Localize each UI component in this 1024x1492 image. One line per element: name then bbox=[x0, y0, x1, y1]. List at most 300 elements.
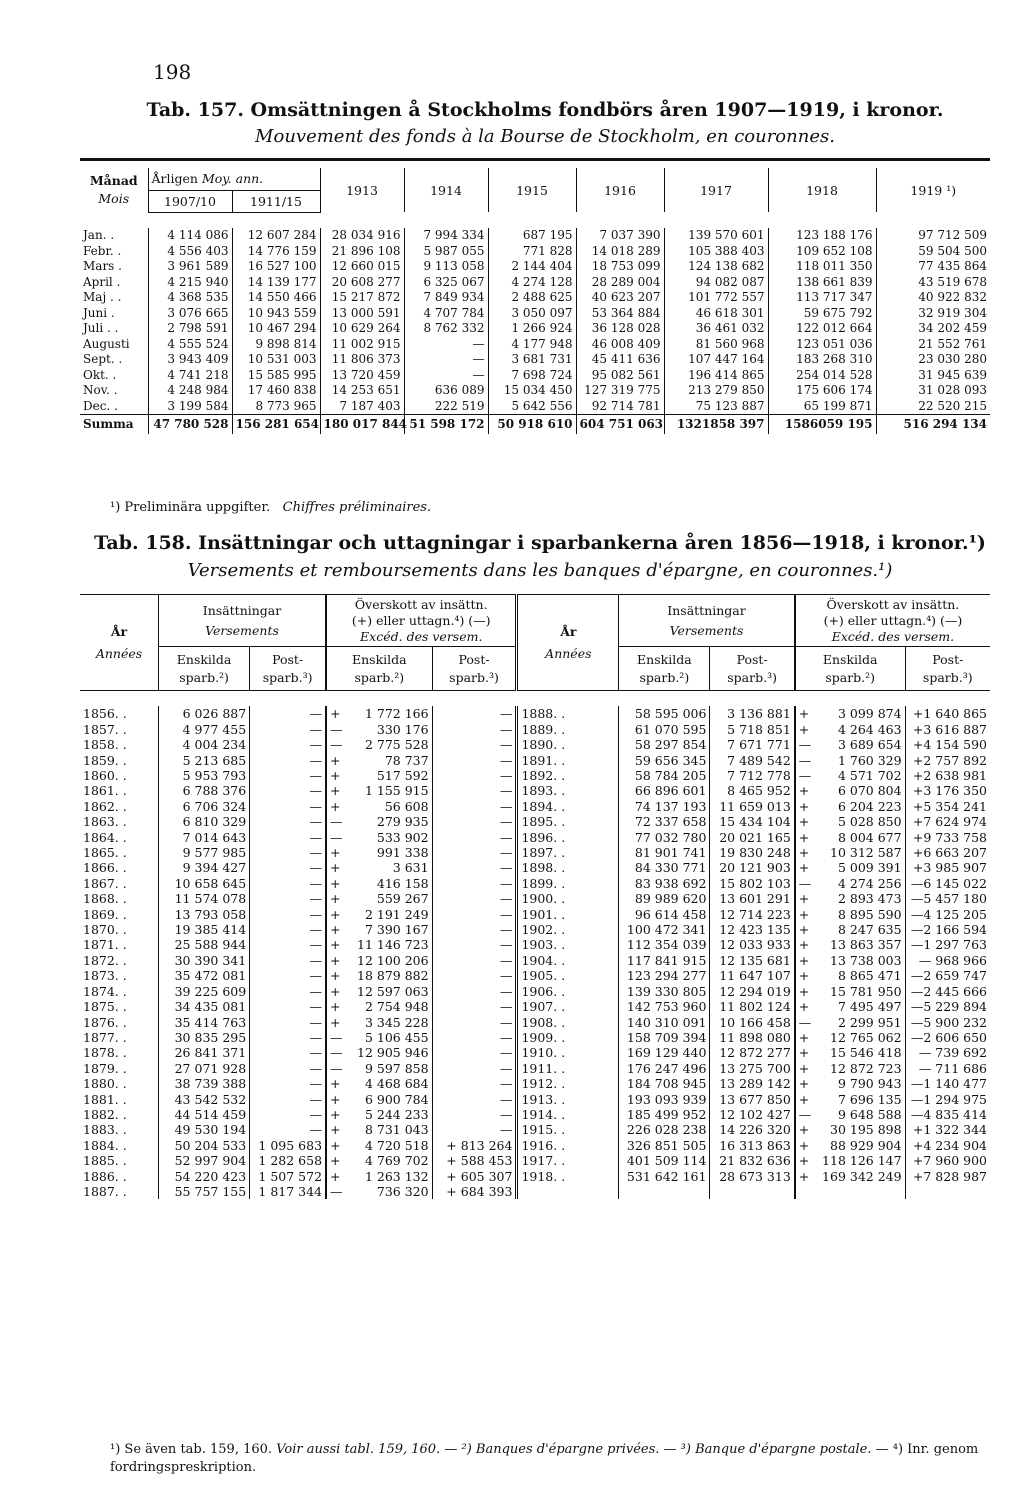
value-cell: 4 248 984 bbox=[148, 383, 232, 399]
table-row bbox=[80, 845, 990, 860]
private-deposit-cell: 117 841 915 bbox=[619, 953, 710, 968]
year-cell: 1883. . bbox=[83, 1122, 127, 1138]
postal-deposit-cell: 20 021 165 bbox=[710, 830, 795, 845]
year-cell: 1909. . bbox=[517, 1030, 619, 1045]
surplus-postal-cell: — bbox=[432, 737, 517, 752]
private-deposit-cell: 25 588 944 bbox=[158, 937, 249, 952]
value-cell: 11 002 915 bbox=[320, 337, 404, 353]
value-cell: 92 714 781 bbox=[576, 399, 664, 415]
private-deposit-cell: 84 330 771 bbox=[619, 860, 710, 875]
footnote-2: — ²) Banques d'épargne privées. bbox=[444, 1442, 660, 1457]
month-cell: Juli . . bbox=[83, 321, 119, 335]
table-row bbox=[80, 753, 990, 768]
surplus-private-cell: 2 893 473 bbox=[837, 891, 902, 907]
year-cell: 1886. . bbox=[83, 1168, 127, 1184]
value-cell: 32 919 304 bbox=[876, 306, 990, 322]
surplus-sign-cell: + bbox=[795, 968, 808, 983]
surplus-private-cell: 88 929 904 bbox=[830, 1137, 902, 1153]
table-row bbox=[80, 1045, 990, 1060]
surplus-postal-cell: + 684 393 bbox=[432, 1184, 517, 1199]
surplus-postal-cell: — bbox=[432, 984, 517, 999]
year-cell: 1880. . bbox=[83, 1076, 127, 1092]
table-row bbox=[80, 922, 990, 937]
surplus-sign-cell: + bbox=[795, 706, 808, 721]
surplus-private-cell: 8 895 590 bbox=[837, 906, 902, 922]
surplus-private-cell: 533 902 bbox=[376, 829, 429, 845]
surplus-sign-cell: — bbox=[795, 1015, 808, 1030]
postal-deposit-cell: 8 465 952 bbox=[710, 783, 795, 798]
value-cell: 77 435 864 bbox=[876, 259, 990, 275]
table-157-title: Tab. 157. Omsättningen å Stockholms fondbörs åren 1907—1919, i kronor. bbox=[146, 99, 944, 121]
year-cell: 1910. . bbox=[517, 1045, 619, 1060]
year-cell: 1860. . bbox=[83, 768, 127, 784]
value-cell: 13 720 459 bbox=[320, 368, 404, 384]
surplus-postal-cell: — bbox=[432, 891, 517, 906]
surplus-private-cell: 6 900 784 bbox=[364, 1091, 429, 1107]
surplus-sign-cell: + bbox=[795, 953, 808, 968]
private-deposit-cell: 9 577 985 bbox=[158, 845, 249, 860]
postal-deposit-cell: — bbox=[250, 1092, 326, 1107]
surplus-private-cell: 30 195 898 bbox=[830, 1122, 902, 1138]
table-row bbox=[80, 706, 990, 721]
postal-deposit-cell: — bbox=[250, 753, 326, 768]
value-cell: 3 681 731 bbox=[488, 352, 576, 368]
value-cell: 94 082 087 bbox=[664, 275, 768, 291]
surplus-sign-cell: + bbox=[795, 999, 808, 1014]
surplus-postal-cell: + 588 453 bbox=[432, 1153, 517, 1168]
page-number: 198 bbox=[153, 60, 192, 84]
value-cell: 21 896 108 bbox=[320, 244, 404, 260]
table-row bbox=[80, 275, 990, 291]
value-cell: 31 945 639 bbox=[876, 368, 990, 384]
private-deposit-cell: 11 574 078 bbox=[158, 891, 249, 906]
surplus-sign-cell: — bbox=[795, 737, 808, 752]
footnote-1: ¹) Se även tab. 159, 160. bbox=[110, 1442, 273, 1457]
value-cell: 4 215 940 bbox=[148, 275, 232, 291]
postal-deposit-cell: — bbox=[250, 799, 326, 814]
table-row bbox=[80, 244, 990, 260]
table-row bbox=[80, 1107, 990, 1122]
value-cell: 105 388 403 bbox=[664, 244, 768, 260]
value-cell: 183 268 310 bbox=[768, 352, 876, 368]
year-cell: 1861. . bbox=[83, 783, 127, 799]
private-deposit-cell: 6 026 887 bbox=[158, 706, 249, 721]
value-cell: 4 114 086 bbox=[148, 228, 232, 244]
surplus-postal-cell: —2 166 594 bbox=[905, 922, 990, 937]
footnote-4: — ⁴) Inr. genom fordringspreskription. bbox=[110, 1442, 979, 1475]
year-cell: 1915. . bbox=[517, 1122, 619, 1137]
value-cell: 15 585 995 bbox=[232, 368, 320, 384]
surplus-postal-cell: +3 616 887 bbox=[905, 722, 990, 737]
year-cell: 1899. . bbox=[517, 876, 619, 891]
postal-deposit-cell: 21 832 636 bbox=[710, 1153, 795, 1168]
surplus-postal-cell: — bbox=[432, 1061, 517, 1076]
year-cell: 1916. . bbox=[517, 1138, 619, 1153]
private-deposit-cell: 142 753 960 bbox=[619, 999, 710, 1014]
table-row bbox=[80, 228, 990, 244]
value-cell: 36 128 028 bbox=[576, 321, 664, 337]
postal-deposit-cell: 11 659 013 bbox=[710, 799, 795, 814]
surplus-private-cell: 1 155 915 bbox=[364, 783, 429, 799]
surplus-postal-cell: — bbox=[432, 968, 517, 983]
table-row bbox=[80, 337, 990, 353]
surplus-sign-cell: + bbox=[326, 922, 339, 937]
surplus-sign-cell: + bbox=[326, 1015, 339, 1030]
surplus-private-cell: 991 338 bbox=[376, 845, 429, 861]
table-row bbox=[80, 907, 990, 922]
value-cell: 213 279 850 bbox=[664, 383, 768, 399]
value-cell: 101 772 557 bbox=[664, 290, 768, 306]
footnote-fr: Chiffres préliminaires. bbox=[282, 500, 432, 515]
year-col-header: År bbox=[110, 623, 128, 639]
surplus-sign-cell: + bbox=[795, 922, 808, 937]
postal-deposit-cell: 12 423 135 bbox=[710, 922, 795, 937]
surplus-header-fr: Excéd. des versem. bbox=[360, 628, 483, 644]
month-cell: Febr. . bbox=[83, 243, 122, 258]
year-cell: 1917. . bbox=[517, 1153, 619, 1168]
value-cell: 6 325 067 bbox=[404, 275, 488, 291]
postal-deposit-cell: 1 817 344 bbox=[250, 1184, 326, 1199]
year-cell: 1875. . bbox=[83, 999, 127, 1015]
surplus-private-cell: 4 274 256 bbox=[837, 875, 902, 891]
value-cell: 636 089 bbox=[404, 383, 488, 399]
private-deposit-cell: 184 708 945 bbox=[619, 1076, 710, 1091]
value-cell: 4 555 524 bbox=[148, 337, 232, 353]
surplus-postal-cell: — bbox=[432, 722, 517, 737]
year-cell: 1902. . bbox=[517, 922, 619, 937]
table-row bbox=[80, 259, 990, 275]
value-cell: 23 030 280 bbox=[876, 352, 990, 368]
private-deposit-cell: 35 472 081 bbox=[158, 968, 249, 983]
year-cell: 1873. . bbox=[83, 968, 127, 984]
postal-deposit-cell: 13 289 142 bbox=[710, 1076, 795, 1091]
value-cell: 4 274 128 bbox=[488, 275, 576, 291]
value-cell: 46 618 301 bbox=[664, 306, 768, 322]
year-cell: 1892. . bbox=[517, 768, 619, 783]
surplus-sign-cell: + bbox=[326, 768, 339, 783]
year-cell: 1906. . bbox=[517, 984, 619, 999]
surplus-postal-cell: — bbox=[432, 953, 517, 968]
private-deposit-cell: 66 896 601 bbox=[619, 783, 710, 798]
surplus-sign-cell: + bbox=[795, 1138, 808, 1153]
surplus-postal-cell: —1 297 763 bbox=[905, 937, 990, 952]
deposits-header-fr: Versements bbox=[669, 622, 744, 638]
private-deposit-cell: 185 499 952 bbox=[619, 1107, 710, 1122]
year-cell: 1856. . bbox=[83, 706, 127, 722]
surplus-postal-cell: — bbox=[432, 814, 517, 829]
postal-deposit-cell: 15 434 104 bbox=[710, 814, 795, 829]
private-deposit-cell: 61 070 595 bbox=[619, 722, 710, 737]
private-deposit-cell: 401 509 114 bbox=[619, 1153, 710, 1168]
private-deposit-cell: 100 472 341 bbox=[619, 922, 710, 937]
surplus-sign-cell: — bbox=[795, 876, 808, 891]
year-cell: 1865. . bbox=[83, 845, 127, 861]
year-cell: 1911. . bbox=[517, 1061, 619, 1076]
postal-deposit-cell: 11 647 107 bbox=[710, 968, 795, 983]
sum-cell: 50 918 610 bbox=[488, 415, 576, 435]
deposits-header-fr: Versements bbox=[205, 622, 279, 638]
surplus-postal-cell: — bbox=[432, 799, 517, 814]
surplus-postal-cell: —5 229 894 bbox=[905, 999, 990, 1014]
surplus-sign-cell: + bbox=[326, 1138, 339, 1153]
surplus-postal-cell: — bbox=[432, 1076, 517, 1091]
table-row bbox=[80, 984, 990, 999]
postal-header: Post-sparb.³) bbox=[432, 647, 517, 691]
sum-label: Summa bbox=[80, 415, 148, 435]
surplus-postal-cell: — bbox=[432, 830, 517, 845]
postal-deposit-cell: — bbox=[250, 783, 326, 798]
value-cell: 7 994 334 bbox=[404, 228, 488, 244]
value-cell: 40 922 832 bbox=[876, 290, 990, 306]
table-row bbox=[80, 737, 990, 752]
private-deposit-cell: 193 093 939 bbox=[619, 1092, 710, 1107]
year-col-header-fr: Années bbox=[545, 645, 592, 661]
postal-deposit-cell: — bbox=[250, 984, 326, 999]
year-cell: 1876. . bbox=[83, 1014, 127, 1030]
private-deposit-cell: 531 642 161 bbox=[619, 1169, 710, 1184]
surplus-header: Överskott av insättn. bbox=[826, 596, 960, 612]
surplus-private-cell: 18 879 882 bbox=[357, 968, 429, 984]
surplus-private-cell: 15 781 950 bbox=[830, 983, 902, 999]
surplus-postal-cell: —4 835 414 bbox=[905, 1107, 990, 1122]
month-cell: Mars . bbox=[83, 259, 122, 273]
table-row bbox=[80, 368, 990, 384]
surplus-sign-cell: + bbox=[795, 1122, 808, 1137]
year-cell: 1908. . bbox=[517, 1015, 619, 1030]
month-cell: Nov. . bbox=[83, 383, 118, 397]
year-cell: 1879. . bbox=[83, 1060, 127, 1076]
private-deposit-cell: 34 435 081 bbox=[158, 999, 249, 1014]
postal-deposit-cell: 12 714 223 bbox=[710, 907, 795, 922]
value-cell: — bbox=[404, 368, 488, 384]
table-row bbox=[80, 968, 990, 983]
value-cell: 11 806 373 bbox=[320, 352, 404, 368]
private-deposit-cell: 139 330 805 bbox=[619, 984, 710, 999]
year-header: 1917 bbox=[664, 168, 768, 212]
table-row bbox=[80, 860, 990, 875]
postal-header: Post-sparb.³) bbox=[905, 647, 990, 691]
surplus-postal-cell: — bbox=[432, 1107, 517, 1122]
value-cell: 139 570 601 bbox=[664, 228, 768, 244]
postal-deposit-cell: 12 135 681 bbox=[710, 953, 795, 968]
postal-deposit-cell: — bbox=[250, 891, 326, 906]
surplus-private-cell: 559 267 bbox=[376, 891, 429, 907]
surplus-postal-cell: — bbox=[432, 706, 517, 721]
private-deposit-cell: 54 220 423 bbox=[158, 1169, 249, 1184]
year-cell: 1907. . bbox=[517, 999, 619, 1014]
postal-deposit-cell: — bbox=[250, 845, 326, 860]
value-cell: 4 368 535 bbox=[148, 290, 232, 306]
month-cell: Okt. . bbox=[83, 367, 117, 382]
private-deposit-cell: 169 129 440 bbox=[619, 1045, 710, 1060]
footnote-1-fr: Voir aussi tabl. 159, 160. bbox=[276, 1442, 441, 1457]
private-deposit-cell: 6 788 376 bbox=[158, 783, 249, 798]
surplus-private-cell: 169 342 249 bbox=[822, 1168, 902, 1184]
surplus-private-cell: 10 312 587 bbox=[830, 845, 902, 861]
year-cell: 1896. . bbox=[517, 830, 619, 845]
postal-deposit-cell: — bbox=[250, 706, 326, 721]
surplus-private-cell: 2 775 528 bbox=[364, 737, 429, 753]
table-row bbox=[80, 1061, 990, 1076]
postal-header: Post-sparb.³) bbox=[710, 647, 795, 691]
surplus-sign-cell: + bbox=[326, 1076, 339, 1091]
table-158-footnotes bbox=[110, 1441, 990, 1477]
postal-deposit-cell: 13 275 700 bbox=[710, 1061, 795, 1076]
value-cell: 21 552 761 bbox=[876, 337, 990, 353]
surplus-sign-cell: + bbox=[326, 1107, 339, 1122]
surplus-private-cell: 9 648 588 bbox=[837, 1106, 902, 1122]
private-deposit-cell: 4 004 234 bbox=[158, 737, 249, 752]
surplus-postal-cell: — bbox=[432, 1015, 517, 1030]
postal-deposit-cell: 20 121 903 bbox=[710, 860, 795, 875]
postal-deposit-cell: — bbox=[250, 907, 326, 922]
year-cell: 1882. . bbox=[83, 1106, 127, 1122]
value-cell: 13 000 591 bbox=[320, 306, 404, 322]
surplus-private-cell: 15 546 418 bbox=[830, 1045, 902, 1061]
surplus-private-cell: 8 004 677 bbox=[837, 829, 902, 845]
postal-deposit-cell: 10 166 458 bbox=[710, 1015, 795, 1030]
value-cell: 10 629 264 bbox=[320, 321, 404, 337]
private-deposit-cell: 176 247 496 bbox=[619, 1061, 710, 1076]
sum-cell: 516 294 134 bbox=[876, 415, 990, 435]
private-deposit-cell: 59 656 345 bbox=[619, 753, 710, 768]
year-cell: 1867. . bbox=[83, 875, 127, 891]
surplus-postal-cell: —1 294 975 bbox=[905, 1092, 990, 1107]
value-cell: 127 319 775 bbox=[576, 383, 664, 399]
surplus-postal-cell: — bbox=[432, 845, 517, 860]
surplus-sign-cell: + bbox=[795, 830, 808, 845]
postal-deposit-cell: 13 677 850 bbox=[710, 1092, 795, 1107]
surplus-postal-cell: —2 659 747 bbox=[905, 968, 990, 983]
postal-deposit-cell: — bbox=[250, 830, 326, 845]
surplus-private-cell: 2 191 249 bbox=[364, 906, 429, 922]
postal-deposit-cell: — bbox=[250, 722, 326, 737]
table-row bbox=[80, 937, 990, 952]
value-cell: 36 461 032 bbox=[664, 321, 768, 337]
surplus-private-cell: 3 689 654 bbox=[837, 737, 902, 753]
value-cell: 687 195 bbox=[488, 228, 576, 244]
table-row bbox=[80, 352, 990, 368]
postal-deposit-cell: — bbox=[250, 768, 326, 783]
surplus-private-cell: 330 176 bbox=[376, 721, 429, 737]
surplus-private-cell: 9 790 943 bbox=[837, 1076, 902, 1092]
table-row bbox=[80, 768, 990, 783]
surplus-postal-cell: — 711 686 bbox=[905, 1061, 990, 1076]
private-deposit-cell: 112 354 039 bbox=[619, 937, 710, 952]
surplus-postal-cell: + 813 264 bbox=[432, 1138, 517, 1153]
private-deposit-cell: 89 989 620 bbox=[619, 891, 710, 906]
surplus-postal-cell: —1 140 477 bbox=[905, 1076, 990, 1091]
surplus-private-cell: 78 737 bbox=[384, 752, 429, 768]
surplus-postal-cell: — bbox=[432, 937, 517, 952]
surplus-postal-cell: — bbox=[432, 1030, 517, 1045]
postal-deposit-cell: 19 830 248 bbox=[710, 845, 795, 860]
value-cell: 7 698 724 bbox=[488, 368, 576, 384]
private-deposit-cell: 74 137 193 bbox=[619, 799, 710, 814]
deposits-header: Insättningar bbox=[202, 602, 282, 618]
surplus-private-cell: 6 204 223 bbox=[837, 798, 902, 814]
postal-deposit-cell: — bbox=[250, 1061, 326, 1076]
private-deposit-cell: 13 793 058 bbox=[158, 907, 249, 922]
postal-deposit-cell: 28 673 313 bbox=[710, 1169, 795, 1184]
surplus-postal-cell: +7 828 987 bbox=[905, 1169, 990, 1184]
value-cell: 4 741 218 bbox=[148, 368, 232, 384]
surplus-private-cell: 1 263 132 bbox=[364, 1168, 429, 1184]
surplus-sign-cell: + bbox=[795, 1030, 808, 1045]
table-row bbox=[80, 1030, 990, 1045]
table-row bbox=[80, 1169, 990, 1184]
value-cell: 3 199 584 bbox=[148, 399, 232, 415]
value-cell: 65 199 871 bbox=[768, 399, 876, 415]
annual-header: Årligen bbox=[151, 171, 198, 187]
surplus-postal-cell: +4 154 590 bbox=[905, 737, 990, 752]
month-cell: Augusti bbox=[83, 336, 130, 351]
table-row bbox=[80, 814, 990, 829]
period-header: 1907/10 bbox=[148, 190, 232, 212]
surplus-postal-cell: — bbox=[432, 876, 517, 891]
postal-deposit-cell: 3 136 881 bbox=[710, 706, 795, 721]
surplus-sign-cell: — bbox=[326, 722, 339, 737]
surplus-sign-cell: + bbox=[326, 783, 339, 798]
surplus-sign-cell: + bbox=[795, 891, 808, 906]
private-deposit-cell: 72 337 658 bbox=[619, 814, 710, 829]
month-cell: April . bbox=[83, 274, 121, 289]
value-cell: 14 253 651 bbox=[320, 383, 404, 399]
surplus-sign-cell: + bbox=[326, 891, 339, 906]
surplus-sign-cell: + bbox=[795, 1045, 808, 1060]
year-header: 1915 bbox=[488, 168, 576, 212]
value-cell: 10 531 003 bbox=[232, 352, 320, 368]
table-row bbox=[80, 1015, 990, 1030]
surplus-sign-cell: + bbox=[326, 953, 339, 968]
sum-cell: 604 751 063 bbox=[576, 415, 664, 435]
month-header-fr: Mois bbox=[98, 191, 130, 206]
private-deposit-cell: 4 977 455 bbox=[158, 722, 249, 737]
surplus-sign-cell: — bbox=[326, 1184, 339, 1199]
surplus-sign-cell: + bbox=[326, 968, 339, 983]
surplus-private-cell: 5 106 455 bbox=[364, 1029, 429, 1045]
value-cell: 45 411 636 bbox=[576, 352, 664, 368]
surplus-sign-cell: — bbox=[795, 768, 808, 783]
surplus-private-cell: 4 571 702 bbox=[837, 768, 902, 784]
value-cell: 43 519 678 bbox=[876, 275, 990, 291]
postal-deposit-cell bbox=[710, 1184, 795, 1199]
surplus-postal-cell: —5 900 232 bbox=[905, 1015, 990, 1030]
value-cell: 2 798 591 bbox=[148, 321, 232, 337]
postal-deposit-cell: 1 282 658 bbox=[250, 1153, 326, 1168]
year-cell: 1874. . bbox=[83, 983, 127, 999]
value-cell: 59 675 792 bbox=[768, 306, 876, 322]
value-cell: 124 138 682 bbox=[664, 259, 768, 275]
value-cell: 14 139 177 bbox=[232, 275, 320, 291]
value-cell: 14 018 289 bbox=[576, 244, 664, 260]
year-cell: 1894. . bbox=[517, 799, 619, 814]
value-cell: 18 753 099 bbox=[576, 259, 664, 275]
surplus-header-2: (+) eller uttagn.⁴) (—) bbox=[823, 612, 963, 628]
sum-row bbox=[80, 415, 990, 435]
table-row bbox=[80, 306, 990, 322]
table-row bbox=[80, 891, 990, 906]
surplus-private-cell: 9 597 858 bbox=[364, 1060, 429, 1076]
private-header: Enskilda sparb.²) bbox=[326, 647, 432, 691]
year-cell: 1901. . bbox=[517, 907, 619, 922]
year-cell: 1878. . bbox=[83, 1045, 127, 1061]
year-cell: 1872. . bbox=[83, 952, 127, 968]
year-col-header-fr: Années bbox=[95, 645, 143, 661]
value-cell: 122 012 664 bbox=[768, 321, 876, 337]
footnote-3: — ³) Banque d'épargne postale. bbox=[663, 1442, 872, 1457]
postal-deposit-cell: 11 802 124 bbox=[710, 999, 795, 1014]
